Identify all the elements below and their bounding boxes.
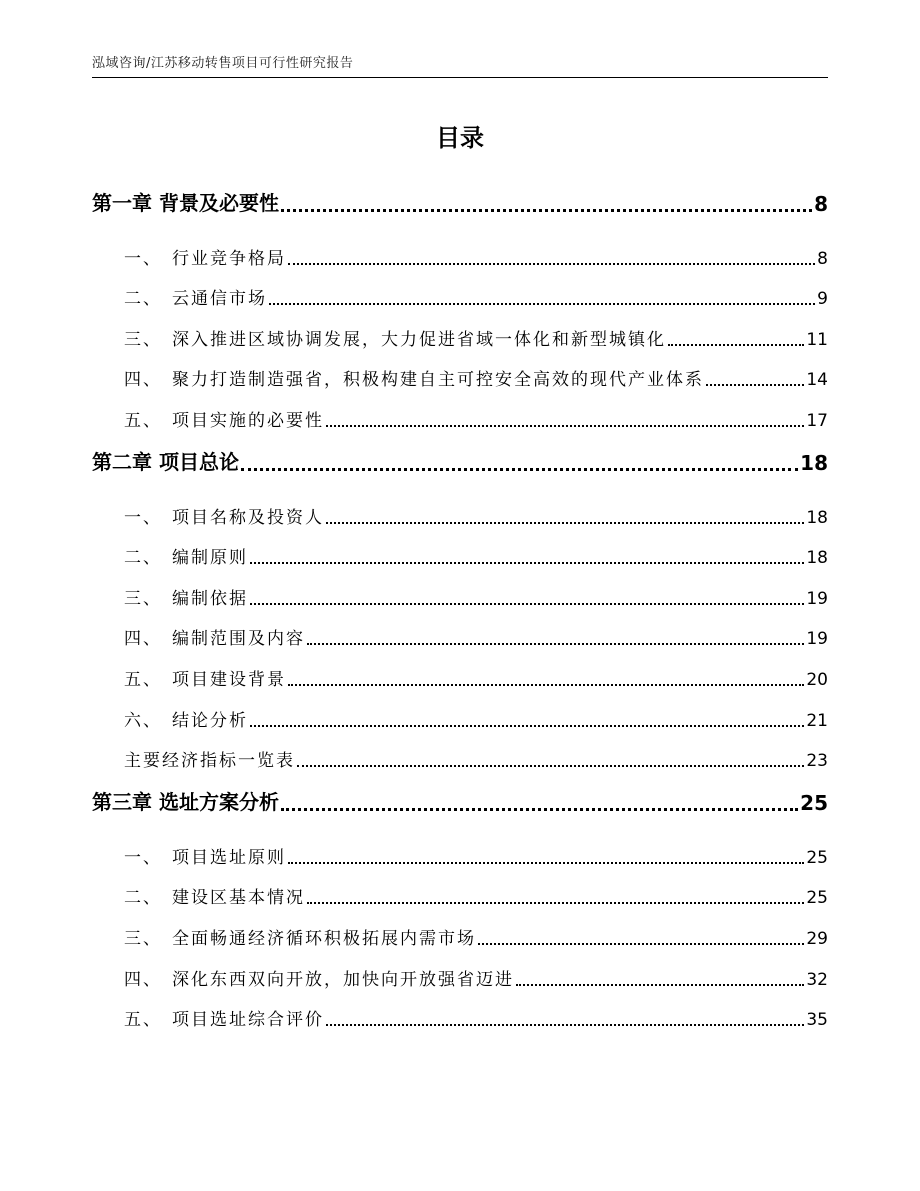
section-page-number: 8 <box>817 248 828 269</box>
section-label <box>92 325 666 350</box>
dot-leader <box>269 303 815 305</box>
section-title: 深入推进区域协调发展，大力促进省域一体化和新型城镇化 <box>172 329 666 350</box>
section-page-number: 17 <box>806 410 828 431</box>
section-page-number: 14 <box>806 370 828 391</box>
section-number: 一、 <box>124 847 162 868</box>
dot-leader <box>478 943 804 945</box>
section-title: 行业竞争格局 <box>172 248 286 269</box>
section-page-number: 18 <box>806 548 828 569</box>
section-label <box>92 843 286 868</box>
section-number: 二、 <box>124 888 162 909</box>
toc-section[interactable] <box>92 908 828 949</box>
dot-leader <box>326 425 804 427</box>
toc-title: 目录 <box>436 124 484 152</box>
toc-section[interactable] <box>92 949 828 990</box>
dot-leader <box>241 468 798 471</box>
section-label <box>92 965 514 990</box>
chapter-label: 第二章 项目总论 <box>92 449 239 474</box>
section-title: 聚力打造制造强省，积极构建自主可控安全高效的现代产业体系 <box>172 370 704 391</box>
dot-leader <box>281 808 798 811</box>
section-label <box>92 406 324 431</box>
section-page-number: 25 <box>806 847 828 868</box>
dot-leader <box>326 1024 804 1026</box>
chapter-label: 第一章 背景及必要性 <box>92 191 279 215</box>
section-label <box>92 284 267 309</box>
section-number: 四、 <box>124 370 162 391</box>
section-label <box>92 665 286 690</box>
dot-leader <box>307 643 804 645</box>
section-page-number: 19 <box>806 588 828 609</box>
dot-leader <box>281 209 812 212</box>
dot-leader <box>516 984 804 986</box>
section-page-number: 23 <box>806 751 828 772</box>
toc-section[interactable] <box>92 731 828 772</box>
section-number: 一、 <box>124 507 162 528</box>
section-number: 二、 <box>124 289 162 310</box>
section-title: 结论分析 <box>172 710 248 731</box>
section-label <box>92 244 286 269</box>
section-page-number: 35 <box>806 1010 828 1031</box>
section-page-number: 25 <box>806 888 828 909</box>
section-number: 三、 <box>124 588 162 609</box>
dot-leader <box>668 344 804 346</box>
section-label <box>92 543 248 568</box>
toc-section[interactable] <box>92 487 828 528</box>
toc-section[interactable] <box>92 568 828 609</box>
section-page-number: 29 <box>806 928 828 949</box>
section-page-number: 32 <box>806 969 828 990</box>
section-title: 项目建设背景 <box>172 669 286 690</box>
section-number: 二、 <box>124 548 162 569</box>
toc-section[interactable] <box>92 827 828 868</box>
dot-leader <box>706 384 804 386</box>
section-page-number: 19 <box>806 629 828 650</box>
table-of-contents <box>92 176 828 1030</box>
toc-chapter-1[interactable] <box>92 176 828 216</box>
page-header: 泓域咨询/江苏移动转售项目可行性研究报告 <box>92 56 354 71</box>
section-number: 三、 <box>124 928 162 949</box>
section-number: 五、 <box>124 410 162 431</box>
toc-section[interactable] <box>92 528 828 569</box>
section-title: 编制依据 <box>172 588 248 609</box>
section-label <box>92 365 704 390</box>
section-number: 四、 <box>124 969 162 990</box>
section-page-number: 18 <box>806 507 828 528</box>
toc-section[interactable] <box>92 350 828 391</box>
section-page-number: 21 <box>806 710 828 731</box>
section-title: 编制范围及内容 <box>172 629 305 650</box>
section-label <box>92 1005 324 1030</box>
toc-section[interactable] <box>92 609 828 650</box>
chapter-page-number: 18 <box>800 450 828 475</box>
dot-leader <box>288 684 804 686</box>
toc-section[interactable] <box>92 269 828 310</box>
dot-leader <box>297 765 804 767</box>
section-number: 六、 <box>124 710 162 731</box>
toc-chapter-3[interactable] <box>92 775 828 815</box>
section-number: 四、 <box>124 629 162 650</box>
chapter-page-number: 8 <box>814 192 828 216</box>
section-page-number: 11 <box>806 329 828 350</box>
toc-section[interactable] <box>92 390 828 431</box>
dot-leader <box>288 862 804 864</box>
section-title: 项目名称及投资人 <box>172 507 324 528</box>
section-number: 一、 <box>124 248 162 269</box>
section-title: 深化东西双向开放，加快向开放强省迈进 <box>172 969 514 990</box>
toc-chapter-2[interactable] <box>92 435 828 475</box>
dot-leader <box>307 902 804 904</box>
section-title: 项目选址综合评价 <box>172 1010 324 1031</box>
chapter-label: 第三章 选址方案分析 <box>92 790 279 815</box>
dot-leader <box>250 562 804 564</box>
toc-section[interactable] <box>92 649 828 690</box>
dot-leader <box>326 522 804 524</box>
section-label <box>92 924 476 949</box>
section-title: 项目实施的必要性 <box>172 410 324 431</box>
section-page-number: 9 <box>817 289 828 310</box>
section-page-number: 20 <box>806 669 828 690</box>
section-title: 编制原则 <box>172 548 248 569</box>
dot-leader <box>288 263 815 265</box>
section-label <box>92 706 248 731</box>
section-title: 项目选址原则 <box>172 847 286 868</box>
toc-section[interactable] <box>92 990 828 1031</box>
toc-section[interactable] <box>92 690 828 731</box>
dot-leader <box>250 725 804 727</box>
section-number: 五、 <box>124 1010 162 1031</box>
section-title: 建设区基本情况 <box>172 888 305 909</box>
section-label <box>92 584 248 609</box>
section-number: 三、 <box>124 329 162 350</box>
toc-section[interactable] <box>92 309 828 350</box>
section-title: 云通信市场 <box>172 289 267 310</box>
dot-leader <box>250 603 804 605</box>
toc-section[interactable] <box>92 228 828 269</box>
section-label <box>92 883 305 908</box>
section-label <box>92 624 305 649</box>
section-number: 五、 <box>124 669 162 690</box>
section-label <box>92 503 324 528</box>
section-title: 全面畅通经济循环积极拓展内需市场 <box>172 928 476 949</box>
header-divider <box>92 77 828 78</box>
chapter-page-number: 25 <box>800 791 828 816</box>
toc-section[interactable] <box>92 868 828 909</box>
section-title: 主要经济指标一览表 <box>124 751 295 772</box>
